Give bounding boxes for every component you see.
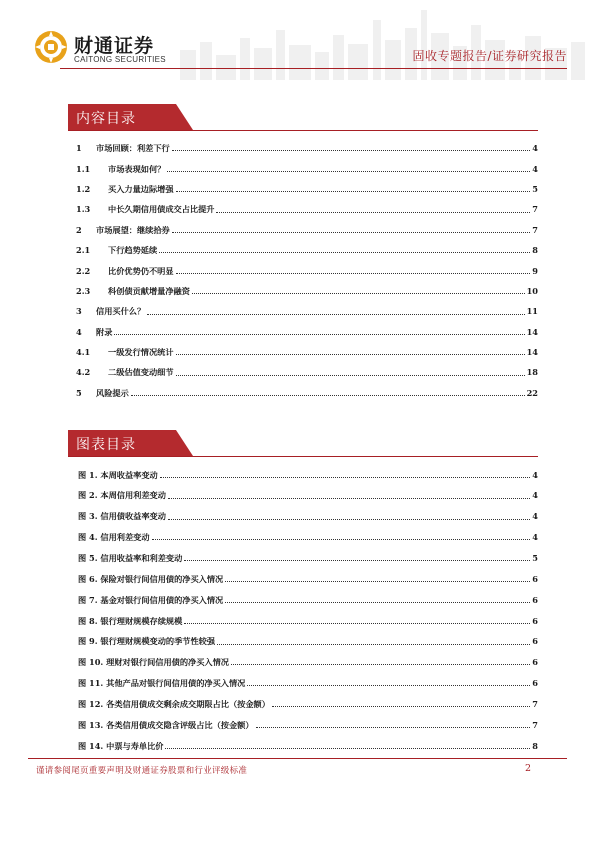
toc-entry[interactable]: 4.2 二级估值变动细节 18: [76, 367, 538, 378]
figure-entry-title: 图 8. 银行理财规模存续规模: [78, 615, 183, 626]
toc-entry-page: 7: [532, 224, 538, 235]
toc-entry-page: 18: [526, 367, 538, 378]
figure-entry[interactable]: [78, 583, 538, 604]
figure-entry-page: 6: [532, 573, 538, 584]
figure-entry-page: 6: [532, 657, 538, 668]
dot-leader: [159, 251, 530, 253]
figures-heading: 图表目录: [76, 437, 136, 453]
figure-entry[interactable]: [78, 458, 538, 479]
toc-entry-title: 风险提示: [96, 387, 129, 398]
dot-leader: [272, 705, 530, 707]
dot-leader: [184, 622, 530, 624]
toc-entry-title: 下行趋势延续: [108, 245, 158, 256]
toc-entry-page: 14: [526, 326, 538, 337]
figure-entry-title: 图 5. 信用收益率和利差变动: [78, 553, 183, 564]
dot-leader: [114, 333, 524, 335]
figure-entry-title: 图 11. 其他产品对银行间信用债的净买入情况: [78, 678, 246, 689]
toc-entry[interactable]: 1.1 市场表现如何？ 4: [76, 163, 538, 174]
toc-entry-title: 科创债贡献增量净融资: [108, 285, 190, 296]
toc-entry[interactable]: 5 风险提示 22: [76, 387, 538, 398]
figure-entry-page: 4: [532, 469, 538, 480]
dot-leader: [247, 684, 530, 686]
dot-leader: [172, 231, 531, 233]
figure-entry-page: 4: [532, 532, 538, 543]
header-divider: [60, 68, 567, 69]
dot-leader: [165, 747, 530, 749]
figure-entry-page: 6: [532, 678, 538, 689]
report-type-label: 固收专题报告/证券研究报告: [412, 49, 567, 63]
dot-leader: [176, 272, 531, 274]
toc-entry[interactable]: 1.2 买入力量边际增强 5: [76, 183, 538, 194]
figure-entry-page: 6: [532, 636, 538, 647]
dot-leader: [172, 149, 531, 151]
figure-entry[interactable]: [78, 729, 538, 750]
toc-entry[interactable]: 1.3 中长久期信用债成交占比提升 7: [76, 204, 538, 215]
figure-entry-page: 4: [532, 490, 538, 501]
figure-entry-title: 图 9. 银行理财规模变动的季节性较强: [78, 636, 216, 647]
figure-entry-title: 图 6. 保险对银行间信用债的净买入情况: [78, 573, 224, 584]
toc-entry-page: 8: [532, 245, 538, 256]
dot-leader: [176, 374, 525, 376]
dot-leader: [225, 580, 530, 582]
figure-entry[interactable]: [78, 666, 538, 687]
toc-entry-title: 市场展望：继续拾券: [96, 224, 170, 235]
logo-english-name: CAITONG SECURITIES: [74, 55, 166, 64]
dot-leader: [217, 643, 530, 645]
dot-leader: [167, 170, 530, 172]
toc-entry-page: 14: [526, 347, 538, 358]
toc-entry-title: 中长久期信用债成交占比提升: [108, 204, 215, 215]
figure-entry-title: 图 13. 各类信用债成交隐含评级占比（按金额）: [78, 719, 254, 730]
toc-entry[interactable]: 4.1 一级发行情况统计 14: [76, 347, 538, 358]
dot-leader: [184, 559, 530, 561]
toc-entry-title: 买入力量边际增强: [108, 183, 174, 194]
figure-entry[interactable]: [78, 604, 538, 625]
figures-heading-block: [68, 430, 538, 460]
toc-entry-page: 10: [526, 285, 538, 296]
figure-entry-title: 图 12. 各类信用债成交剩余成交期限占比（按金额）: [78, 698, 270, 709]
toc-entry-title: 二级估值变动细节: [108, 367, 174, 378]
dot-leader: [131, 394, 525, 396]
dot-leader: [147, 313, 524, 315]
figure-entry-page: 4: [532, 511, 538, 522]
toc-entry-title: 比价优势仍不明显: [108, 265, 174, 276]
figure-entry[interactable]: [78, 646, 538, 667]
figure-entry-title: 图 2. 本周信用利差变动: [78, 490, 166, 501]
figure-entry-page: 7: [532, 698, 538, 709]
dot-leader: [168, 518, 530, 520]
toc-entry[interactable]: 3 信用买什么？ 11: [76, 306, 538, 317]
toc-heading-tab: [68, 104, 193, 130]
figure-entry-page: 8: [532, 740, 538, 751]
figure-entry-title: 图 14. 中票与寿单比价: [78, 740, 164, 751]
figure-entry[interactable]: [78, 687, 538, 708]
dot-leader: [192, 292, 525, 294]
figure-entry-title: 图 1. 本周收益率变动: [78, 469, 158, 480]
figure-entry[interactable]: [78, 708, 538, 729]
toc-heading-rule: [68, 130, 538, 131]
figure-entry-title: 图 3. 信用债收益率变动: [78, 511, 166, 522]
toc-entry[interactable]: 1 市场回顾：利差下行 4: [76, 143, 538, 154]
figure-entry-title: 图 7. 基金对银行间信用债的净买入情况: [78, 594, 224, 605]
figure-entry-title: 图 4. 信用利差变动: [78, 532, 150, 543]
dot-leader: [152, 538, 531, 540]
toc-heading-block: [68, 104, 538, 134]
figure-entry[interactable]: [78, 479, 538, 500]
toc-entry[interactable]: 2.3 科创债贡献增量净融资 10: [76, 285, 538, 296]
toc-entry[interactable]: 2.1 下行趋势延续 8: [76, 245, 538, 256]
toc-entry-title: 附录: [96, 326, 113, 337]
dot-leader: [176, 190, 531, 192]
dot-leader: [168, 497, 530, 499]
caitong-logo-icon: [34, 30, 68, 64]
toc-entry[interactable]: 2.2 比价优势仍不明显 9: [76, 265, 538, 276]
disclaimer-note: 谨请参阅尾页重要声明及财通证券股票和行业评级标准: [36, 766, 248, 776]
figure-entry[interactable]: [78, 500, 538, 521]
logo-chinese-name: 财通证券: [74, 35, 155, 57]
page-number: 2: [524, 763, 531, 774]
footer-divider: [28, 758, 567, 759]
toc-entry-title: 信用买什么？: [96, 306, 146, 317]
toc-entry-page: 5: [532, 183, 538, 194]
toc-entry-page: 7: [532, 204, 538, 215]
toc-entry-page: 22: [526, 387, 538, 398]
table-of-contents: [76, 132, 538, 397]
list-of-figures: [78, 458, 538, 750]
toc-entry-title: 市场回顾：利差下行: [96, 143, 170, 154]
figure-entry[interactable]: [78, 521, 538, 542]
dot-leader: [256, 726, 531, 728]
figure-entry-page: 6: [532, 615, 538, 626]
toc-entry-page: 4: [532, 163, 538, 174]
dot-leader: [176, 353, 525, 355]
figure-entry-page: 5: [532, 553, 538, 564]
toc-entry-page: 9: [532, 265, 538, 276]
toc-entry-page: 4: [532, 143, 538, 154]
figure-entry-page: 6: [532, 594, 538, 605]
page-header: [0, 0, 595, 90]
dot-leader: [225, 601, 530, 603]
figures-heading-tab: [68, 430, 193, 456]
toc-entry-page: 11: [526, 306, 538, 317]
dot-leader: [231, 663, 530, 665]
figure-entry[interactable]: [78, 541, 538, 562]
toc-entry-title: 一级发行情况统计: [108, 347, 174, 358]
figure-entry[interactable]: [78, 625, 538, 646]
dot-leader: [216, 211, 530, 213]
toc-entry-title: 市场表现如何？: [108, 163, 166, 174]
figure-entry[interactable]: [78, 562, 538, 583]
toc-entry[interactable]: 2 市场展望：继续拾券 7: [76, 224, 538, 235]
toc-entry[interactable]: 4 附录 14: [76, 326, 538, 337]
figure-entry-page: 7: [532, 719, 538, 730]
dot-leader: [160, 476, 531, 478]
figure-entry-title: 图 10. 理财对银行间信用债的净买入情况: [78, 657, 229, 668]
toc-heading: 内容目录: [76, 111, 136, 127]
figures-heading-rule: [68, 456, 538, 457]
